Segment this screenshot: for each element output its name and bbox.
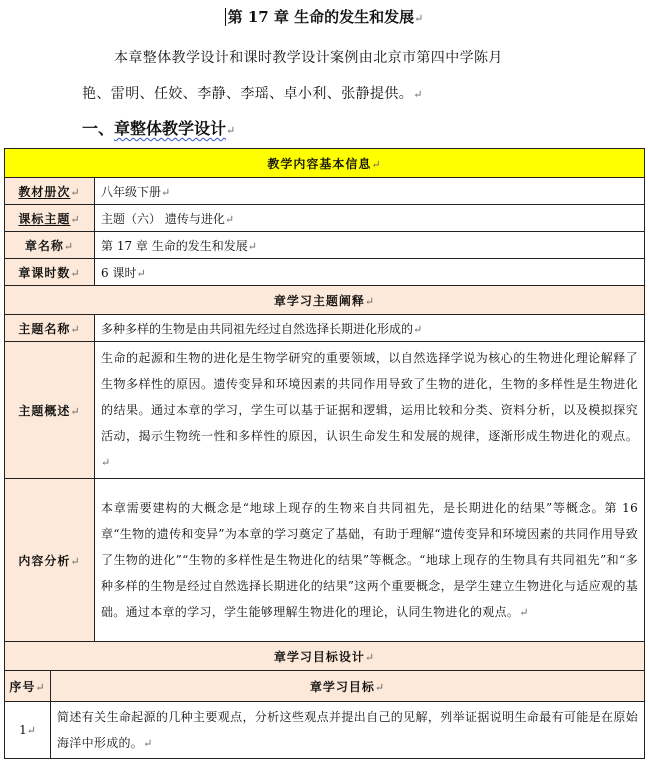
analysis-label-text: 内容分析 — [18, 553, 71, 568]
objective-text-content: 简述有关生命起源的几种主要观点，分析这些观点并提出自己的见解，列举证据说明生命最有可能是在原始海洋中形成的。 — [57, 709, 639, 750]
intro-line-1: 本章整体教学设计和课时教学设计案例由北京市第四中学陈月 — [114, 50, 503, 66]
paragraph-mark: ↵ — [413, 88, 423, 101]
objective-column-header — [51, 671, 645, 702]
analysis-text — [95, 479, 645, 642]
paragraph-mark: ↵ — [519, 605, 529, 619]
paragraph-mark: ↵ — [414, 12, 424, 25]
table-row — [5, 205, 645, 232]
paragraph-mark: ↵ — [364, 294, 376, 308]
objectives-header-text: 章学习目标设计 — [273, 649, 365, 664]
table-row — [5, 232, 645, 259]
paragraph-mark: ↵ — [70, 266, 81, 280]
paragraph-mark: ↵ — [247, 239, 257, 253]
row-label-text: 教材册次 — [18, 184, 71, 199]
theme-name-value-text: 多种多样的生物是由共同祖先经过自然选择长期进化形成的 — [101, 321, 414, 336]
theme-header-text: 章学习主题阐释 — [273, 293, 365, 308]
table-row — [5, 178, 645, 205]
chapter-title — [0, 6, 648, 30]
overview-text-content: 生命的起源和生物的进化是生物学研究的重要领域，以自然选择学说为核心的生物进化理论解释了生物多样性的原因。遗传变异和环境因素的共同作用导致了生物的进化，生物的多样性是生物进化的结果。通过本章的学习，学生可以基于证据和逻辑，运用比较和分类、资料分析，以及模拟探究活动，揭示生物统一性和多样性的原因，认识生命发生和发展的规律，逐渐形成生物进化的观点。 — [101, 350, 639, 443]
row-value-text: 主题（六） 遗传与进化 — [101, 211, 225, 226]
row-value — [95, 259, 645, 286]
paragraph-mark: ↵ — [143, 736, 153, 750]
basic-info-header-row — [5, 149, 645, 178]
analysis-row — [5, 479, 645, 642]
paragraph-mark: ↵ — [70, 212, 81, 226]
paragraph-mark: ↵ — [224, 212, 235, 226]
objectives-header — [5, 642, 645, 671]
paragraph-mark: ↵ — [26, 724, 36, 737]
paragraph-mark: ↵ — [413, 322, 423, 336]
row-label — [5, 178, 95, 205]
objectives-column-header-row — [5, 671, 645, 702]
section-heading-text: 章整体教学设计 — [114, 119, 227, 138]
objective-text — [51, 702, 645, 759]
theme-name-label — [5, 315, 95, 342]
row-value — [95, 232, 645, 259]
row-value-text: 第 17 章 生命的发生和发展 — [101, 238, 248, 253]
row-value-text: 6 课时 — [101, 265, 137, 280]
paragraph-mark: ↵ — [226, 124, 236, 137]
theme-name-value — [95, 315, 645, 342]
theme-name-row — [5, 315, 645, 342]
paragraph-mark: ↵ — [70, 322, 81, 336]
objective-row — [5, 702, 645, 759]
teaching-info-table — [4, 148, 645, 759]
overview-row — [5, 342, 645, 479]
paragraph-mark: ↵ — [63, 239, 75, 253]
paragraph-mark: ↵ — [70, 554, 81, 568]
paragraph-mark: ↵ — [35, 680, 46, 694]
paragraph-mark: ↵ — [101, 455, 111, 469]
overview-label — [5, 342, 95, 479]
index-column-header-text: 序号 — [9, 679, 36, 694]
row-label-text: 课标主题 — [18, 211, 71, 226]
paragraph-mark: ↵ — [136, 266, 146, 280]
row-value — [95, 178, 645, 205]
chapter-title-text: 第 17 章 生命的发生和发展 — [225, 8, 415, 26]
index-column-header — [5, 671, 51, 702]
analysis-label — [5, 479, 95, 642]
row-label-text: 章课时数 — [18, 265, 71, 280]
paragraph-mark: ↵ — [161, 185, 171, 199]
overview-label-text: 主题概述 — [18, 403, 71, 418]
paragraph-mark: ↵ — [70, 404, 81, 418]
paragraph-mark: ↵ — [371, 157, 382, 171]
overview-text — [95, 342, 645, 479]
table-row — [5, 259, 645, 286]
row-value — [95, 205, 645, 232]
row-value-text: 八年级下册 — [101, 184, 162, 199]
theme-header — [5, 286, 645, 315]
objective-index — [5, 702, 51, 759]
objectives-header-row — [5, 642, 645, 671]
theme-header-row — [5, 286, 645, 315]
analysis-text-content: 本章需要建构的大概念是“地球上现存的生物来自共同祖先，是长期进化的结果”等概念。第 16 章“生物的遗传和变异”为本章的学习奠定了基础，有助于理解“遗传变异和环境因素的共同作用导致了生物的进化”“生物的多样性是生物进化的结果”等概念。“地球上现存的生物具有共同祖先”和“多种多样的生物是经过自然选择长期进化的结果”这两个重要概念，是学生建立生物进化与适应观的基础。通过本章的学习，学生能够理解生物进化的理论，认同生物进化的观点。 — [101, 500, 639, 619]
row-label-text: 章名称 — [24, 238, 64, 253]
paragraph-mark: ↵ — [70, 185, 81, 199]
basic-info-header — [5, 149, 645, 178]
objective-index-text: 1 — [19, 723, 27, 737]
row-label — [5, 232, 95, 259]
theme-name-label-text: 主题名称 — [18, 321, 71, 336]
section-heading — [82, 116, 235, 144]
basic-info-header-text: 教学内容基本信息 — [267, 156, 372, 171]
paragraph-mark: ↵ — [374, 680, 386, 694]
section-heading-prefix: 一、 — [82, 119, 115, 138]
objective-column-header-text: 章学习目标 — [309, 679, 375, 694]
row-label — [5, 205, 95, 232]
paragraph-mark: ↵ — [364, 650, 376, 664]
intro-paragraph — [82, 40, 602, 113]
row-label — [5, 259, 95, 286]
intro-line-2: 艳、雷明、任姣、李静、李瑶、卓小利、张静提供。 — [82, 86, 414, 102]
